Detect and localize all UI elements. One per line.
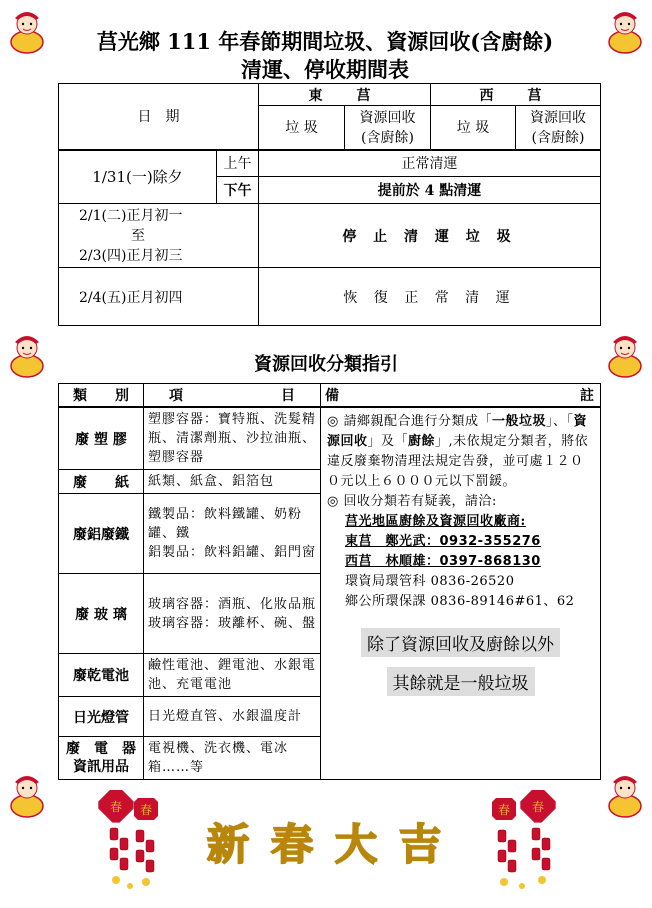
firecracker-icon: [96, 790, 166, 898]
slogan-2: 其餘就是一般垃圾: [387, 667, 535, 696]
note-1: ◎ 請鄉親配合進行分類成「一般垃圾」、「資源回收」及「廚餘」,未依規定分類者，將依違反廢棄物清理法規定告發，並可處１２００元以上６０００元以下罰鍰。: [327, 414, 589, 489]
page-title: 莒光鄉 111 年春節期間垃圾、資源回收(含廚餘): [96, 29, 554, 54]
row3-date: 2/4(五)正月初四: [59, 268, 259, 326]
items-cell: 玻璃容器：酒瓶、化妝品瓶 玻璃容器：玻離杯、碗、盤: [144, 574, 321, 654]
row1-pm-label: 下午: [217, 177, 259, 204]
row1-am-text: 正常清運: [259, 150, 601, 177]
west-recycle-label: 資源回收 (含廚餘): [516, 106, 601, 150]
row2-text: 停 止 清 運 垃 圾: [259, 204, 601, 268]
items-cell: 塑膠容器：寶特瓶、洗髮精瓶、清潔劑瓶、沙拉油瓶、塑膠容器: [144, 407, 321, 470]
col-category-header: 類 別: [59, 384, 144, 408]
category-cell: 廢 玻 璃: [59, 574, 144, 654]
west-contact: 西莒 林順雄：0397-868130: [345, 554, 541, 569]
items-cell: 鹼性電池、鋰電池、水銀電池、充電電池: [144, 654, 321, 697]
company-label: 莒光地區廚餘及資源回收廠商:: [345, 514, 526, 529]
west-garbage-label: 垃 圾: [431, 106, 516, 150]
east-recycle-label: 資源回收 (含廚餘): [345, 106, 431, 150]
category-cell: 廢 紙: [59, 470, 144, 494]
schedule-table: [58, 83, 601, 326]
col-items-header: 項 目: [144, 384, 321, 408]
category-cell: 廢乾電池: [59, 654, 144, 697]
row1-pm-text: 提前於 4 點清運: [259, 177, 601, 204]
row2-date: 2/1(二)正月初一 至 2/3(四)正月初三: [59, 204, 259, 268]
col-notes-header: 備 註: [321, 384, 601, 408]
firecracker-icon: [488, 790, 558, 898]
row1-am-label: 上午: [217, 150, 259, 177]
couplet-char: 春: [497, 803, 511, 817]
fortune-god-icon: [6, 6, 48, 54]
category-cell: 日光燈管: [59, 697, 144, 737]
township-contact: 鄉公所環保課 0836-89146#61、62: [345, 594, 575, 609]
items-cell: 紙類、紙盒、鋁箔包: [144, 470, 321, 494]
row3-text: 恢 復 正 常 清 運: [259, 268, 601, 326]
notes-cell: [321, 407, 601, 780]
fortune-god-icon: [604, 6, 646, 54]
east-contact: 東莒 鄭光武：0932-355276: [345, 534, 541, 549]
slogan-1: 除了資源回收及廚餘以外: [361, 628, 560, 657]
new-year-banner: 新春大吉: [206, 820, 463, 869]
date-header: 日 期: [59, 84, 259, 150]
row1-date: 1/31(一)除夕: [59, 150, 217, 204]
couplet-char: 春: [109, 800, 123, 814]
couplet-char: 春: [531, 800, 545, 814]
category-cell: 廢 塑 膠: [59, 407, 144, 470]
category-cell: 廢 電 器 資訊用品: [59, 737, 144, 780]
items-cell: 電視機、洗衣機、電冰箱……等: [144, 737, 321, 780]
recycle-guide-table: [58, 383, 601, 780]
items-cell: 日光燈直管、水銀溫度計: [144, 697, 321, 737]
guide-title: 資源回收分類指引: [254, 354, 398, 375]
west-header: 西 莒: [431, 84, 601, 106]
fortune-god-icon: [604, 770, 646, 818]
east-header: 東 莒: [259, 84, 431, 106]
items-cell: 鐵製品：飲料鐵罐、奶粉罐、鐵 鋁製品：飲料鋁罐、鋁門窗: [144, 494, 321, 574]
env-bureau-contact: 環資局環管科 0836-26520: [345, 574, 515, 589]
fortune-god-icon: [6, 770, 48, 818]
east-garbage-label: 垃 圾: [259, 106, 345, 150]
note-2: ◎ 回收分類若有疑義，請洽:: [327, 494, 497, 509]
category-cell: 廢鋁廢鐵: [59, 494, 144, 574]
couplet-char: 春: [139, 803, 153, 817]
page-subtitle: 清運、停收期間表: [241, 57, 409, 82]
